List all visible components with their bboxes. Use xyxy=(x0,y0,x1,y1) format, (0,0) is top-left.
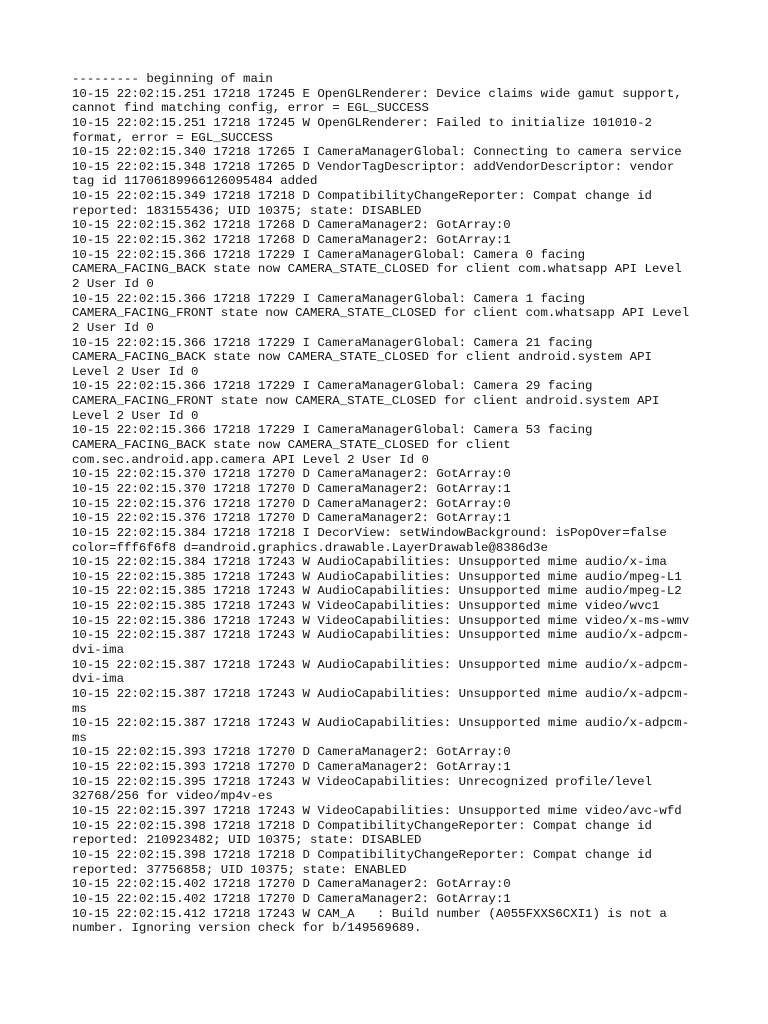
log-line: 10-15 22:02:15.251 17218 17245 E OpenGLRenderer: Device claims wide gamut support, xyxy=(72,86,682,101)
log-line: 10-15 22:02:15.393 17218 17270 D CameraManager2: GotArray:0 xyxy=(72,745,511,760)
log-line: 10-15 22:02:15.386 17218 17243 W VideoCapabilities: Unsupported mime video/x-ms-wmv xyxy=(72,613,690,628)
log-line: 10-15 22:02:15.366 17218 17229 I CameraManagerGlobal: Camera 0 facing xyxy=(72,247,586,262)
log-line: 10-15 22:02:15.376 17218 17270 D CameraManager2: GotArray:1 xyxy=(72,511,511,526)
log-line: reported: 37756858; UID 10375; state: ENABLED xyxy=(72,862,407,877)
log-line: 10-15 22:02:15.340 17218 17265 I CameraManagerGlobal: Connecting to camera service xyxy=(72,145,682,160)
log-line: 10-15 22:02:15.366 17218 17229 I CameraManagerGlobal: Camera 29 facing xyxy=(72,379,593,394)
log-line: 10-15 22:02:15.385 17218 17243 W AudioCapabilities: Unsupported mime audio/mpeg-L1 xyxy=(72,569,682,584)
log-line: color=fff6f6f8 d=android.graphics.drawable.LayerDrawable@8386d3e xyxy=(72,540,548,555)
log-line: CAMERA_FACING_BACK state now CAMERA_STATE_CLOSED for client xyxy=(72,438,511,453)
log-line: ms xyxy=(72,701,87,716)
log-line: reported: 210923482; UID 10375; state: DISABLED xyxy=(72,833,422,848)
log-line: 10-15 22:02:15.393 17218 17270 D CameraManager2: GotArray:1 xyxy=(72,760,511,775)
log-section-header: --------- beginning of main xyxy=(72,72,273,86)
log-line: 10-15 22:02:15.362 17218 17268 D CameraManager2: GotArray:1 xyxy=(72,233,511,248)
log-line: 10-15 22:02:15.397 17218 17243 W VideoCapabilities: Unsupported mime video/avc-wfd xyxy=(72,804,682,819)
log-line: 10-15 22:02:15.384 17218 17218 I DecorView: setWindowBackground: isPopOver=false xyxy=(72,525,667,540)
log-line: 10-15 22:02:15.402 17218 17270 D CameraManager2: GotArray:0 xyxy=(72,877,511,892)
log-line: 10-15 22:02:15.370 17218 17270 D CameraManager2: GotArray:0 xyxy=(72,467,511,482)
log-line: 2 User Id 0 xyxy=(72,320,154,335)
log-line: 10-15 22:02:15.366 17218 17229 I CameraManagerGlobal: Camera 1 facing xyxy=(72,291,586,306)
log-line: cannot find matching config, error = EGL_SUCCESS xyxy=(72,101,429,116)
log-line: 10-15 22:02:15.362 17218 17268 D CameraManager2: GotArray:0 xyxy=(72,218,511,233)
log-line: CAMERA_FACING_FRONT state now CAMERA_STATE_CLOSED for client com.whatsapp API Level xyxy=(72,306,690,321)
log-line: dvi-ima xyxy=(72,642,125,657)
log-line: 10-15 22:02:15.387 17218 17243 W AudioCapabilities: Unsupported mime audio/x-adpcm- xyxy=(72,716,690,731)
log-line: 10-15 22:02:15.398 17218 17218 D CompatibilityChangeReporter: Compat change id xyxy=(72,847,652,862)
log-line: format, error = EGL_SUCCESS xyxy=(72,130,273,145)
log-line: 10-15 22:02:15.387 17218 17243 W AudioCapabilities: Unsupported mime audio/x-adpcm- xyxy=(72,686,690,701)
log-line: 10-15 22:02:15.395 17218 17243 W VideoCapabilities: Unrecognized profile/level xyxy=(72,774,652,789)
log-line: CAMERA_FACING_BACK state now CAMERA_STATE_CLOSED for client android.system API xyxy=(72,350,652,365)
log-line: 10-15 22:02:15.385 17218 17243 W AudioCapabilities: Unsupported mime audio/mpeg-L2 xyxy=(72,584,682,599)
log-line: 10-15 22:02:15.412 17218 17243 W CAM_A : Build number (A055FXXS6CXI1) is not a xyxy=(72,906,667,921)
log-line: 10-15 22:02:15.384 17218 17243 W AudioCapabilities: Unsupported mime audio/x-ima xyxy=(72,555,667,570)
log-line: com.sec.android.app.camera API Level 2 User Id 0 xyxy=(72,452,429,467)
log-line: Level 2 User Id 0 xyxy=(72,408,199,423)
log-line: 10-15 22:02:15.376 17218 17270 D CameraManager2: GotArray:0 xyxy=(72,496,511,511)
log-line: 2 User Id 0 xyxy=(72,276,154,291)
log-line: reported: 183155436; UID 10375; state: DISABLED xyxy=(72,203,422,218)
log-line: 32768/256 for video/mp4v-es xyxy=(72,789,273,804)
log-line: ms xyxy=(72,730,87,745)
log-line: CAMERA_FACING_BACK state now CAMERA_STATE_CLOSED for client com.whatsapp API Level xyxy=(72,262,682,277)
log-line: 10-15 22:02:15.370 17218 17270 D CameraManager2: GotArray:1 xyxy=(72,481,511,496)
log-line: 10-15 22:02:15.348 17218 17265 D VendorTagDescriptor: addVendorDescriptor: vendor xyxy=(72,159,675,174)
log-line: 10-15 22:02:15.251 17218 17245 W OpenGLRenderer: Failed to initialize 101010-2 xyxy=(72,115,652,130)
log-line: number. Ignoring version check for b/149569689. xyxy=(72,921,422,936)
log-line: Level 2 User Id 0 xyxy=(72,364,199,379)
log-line: dvi-ima xyxy=(72,672,125,687)
log-line: 10-15 22:02:15.387 17218 17243 W AudioCapabilities: Unsupported mime audio/x-adpcm- xyxy=(72,628,690,643)
log-line: 10-15 22:02:15.349 17218 17218 D CompatibilityChangeReporter: Compat change id xyxy=(72,189,652,204)
log-line: 10-15 22:02:15.366 17218 17229 I CameraManagerGlobal: Camera 21 facing xyxy=(72,335,593,350)
log-line: tag id 11706189966126095484 added xyxy=(72,174,318,189)
log-document xyxy=(72,72,704,936)
log-line: 10-15 22:02:15.402 17218 17270 D CameraManager2: GotArray:1 xyxy=(72,891,511,906)
log-line: 10-15 22:02:15.366 17218 17229 I CameraManagerGlobal: Camera 53 facing xyxy=(72,423,593,438)
log-line: 10-15 22:02:15.398 17218 17218 D CompatibilityChangeReporter: Compat change id xyxy=(72,818,652,833)
log-line: CAMERA_FACING_FRONT state now CAMERA_STATE_CLOSED for client android.system API xyxy=(72,394,660,409)
log-line: 10-15 22:02:15.385 17218 17243 W VideoCapabilities: Unsupported mime video/wvc1 xyxy=(72,599,660,614)
log-line: 10-15 22:02:15.387 17218 17243 W AudioCapabilities: Unsupported mime audio/x-adpcm- xyxy=(72,657,690,672)
